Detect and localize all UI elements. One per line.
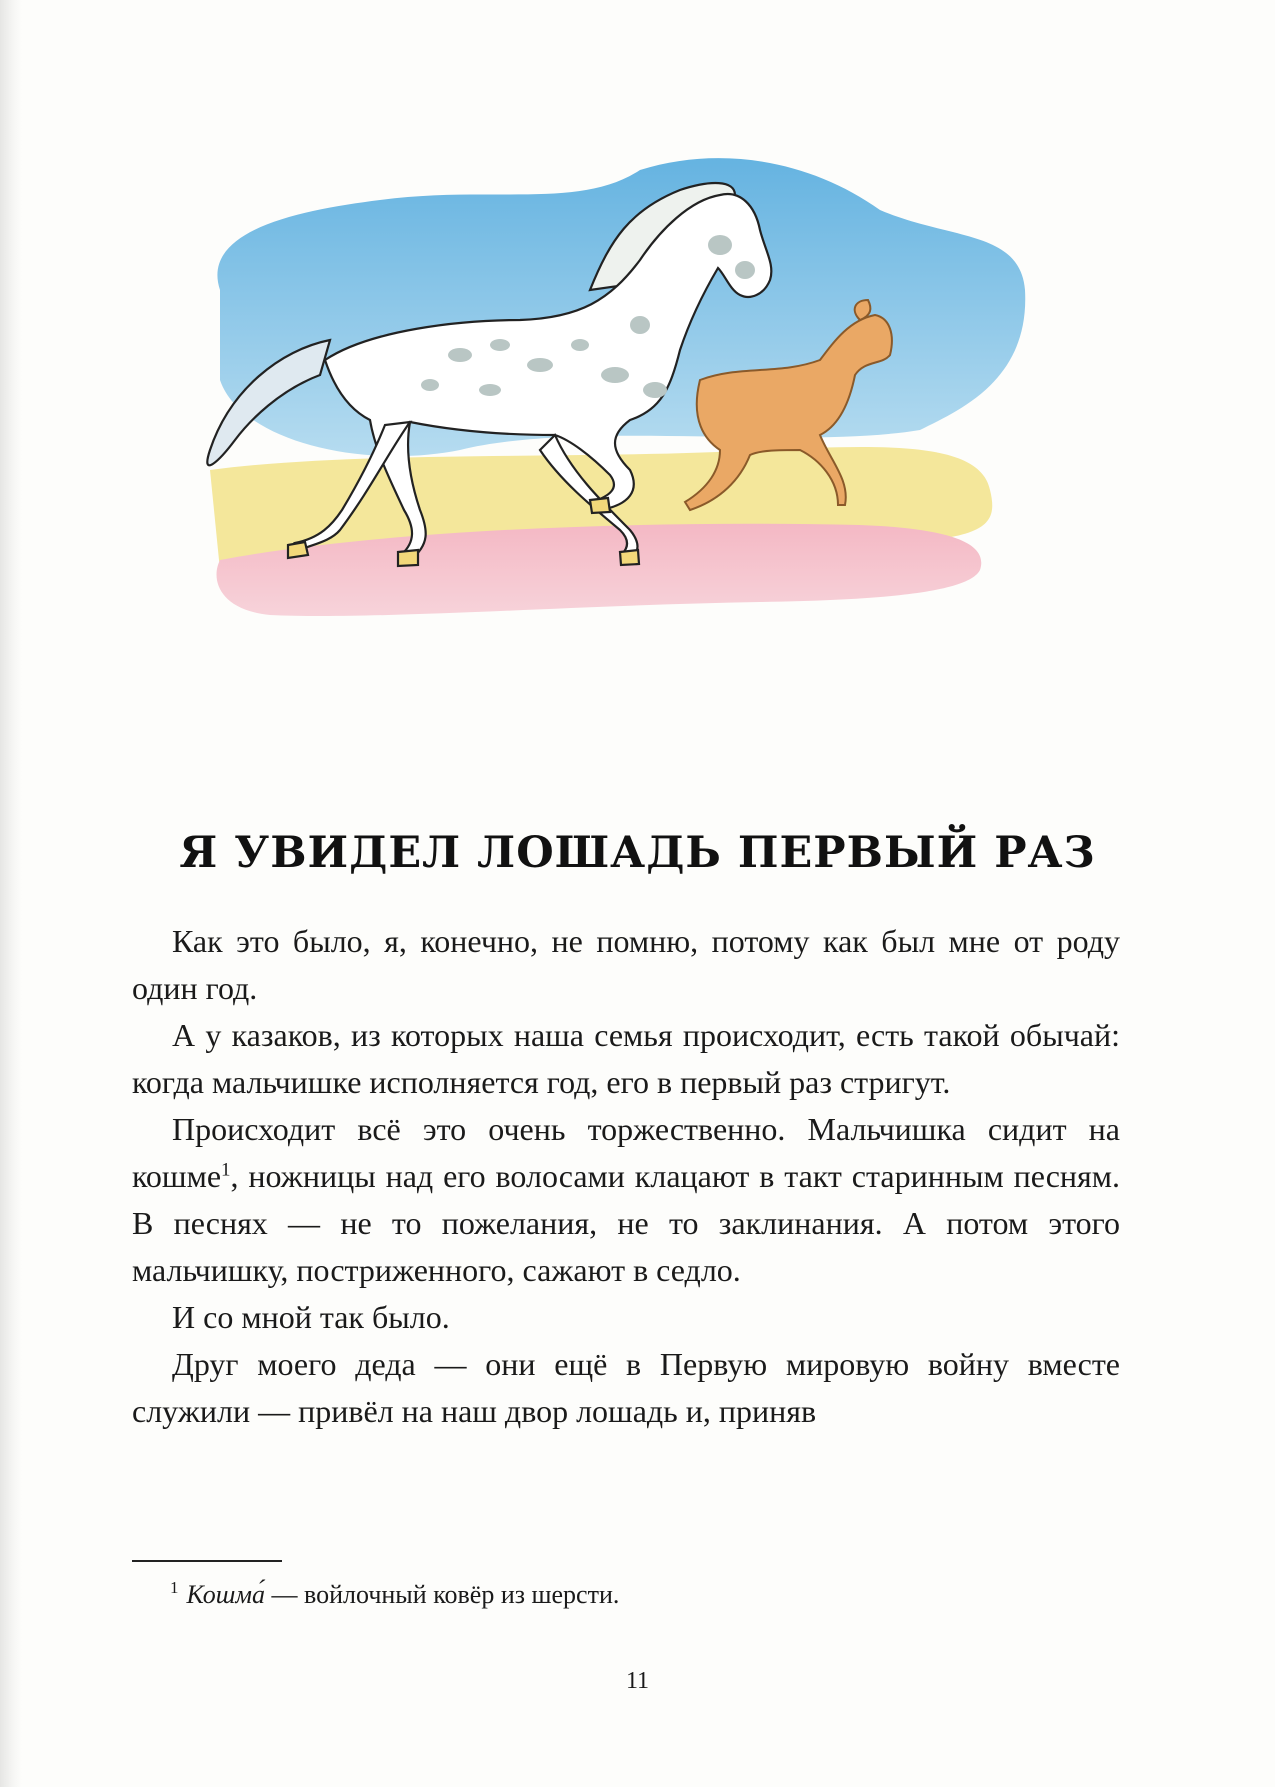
paragraph-4: И со мной так было. — [172, 1299, 450, 1335]
footnote-term: Кошма́ — [186, 1580, 265, 1609]
footnote-number: 1 — [170, 1578, 179, 1598]
footnote-text: — войлочный ковёр из шерсти. — [265, 1580, 620, 1609]
paragraph-3 — [132, 1106, 1120, 1294]
footnote — [170, 1578, 619, 1612]
horses-watercolor-svg — [160, 150, 1030, 710]
body-text — [132, 918, 1120, 1435]
footnote-divider — [132, 1560, 282, 1562]
footnote-reference: 1 — [221, 1159, 231, 1181]
paragraph-2: А у казаков, из которых наша семья происходит, есть такой обычай: когда мальчишке исполняется год, его в первый раз стригут. — [132, 1017, 1120, 1100]
chapter-title: Я УВИДЕЛ ЛОШАДЬ ПЕРВЫЙ РАЗ — [179, 828, 1096, 878]
two-horses-illustration — [160, 150, 1030, 710]
paragraph-3-end: , ножницы над его волосами клацают в такт старинным песням. В песнях — не то пожелания, не то заклинания. А потом этого мальчишку, постриженного, сажают в седло. — [132, 1158, 1120, 1288]
page-number: 11 — [625, 1668, 650, 1694]
paragraph-3-start: Происходит всё это очень торжественно. Мальчишка сидит на кошме — [132, 1111, 1120, 1194]
paragraph-1: Как это было, я, конечно, не помню, потому как был мне от роду один год. — [132, 923, 1120, 1006]
paragraph-5: Друг моего деда — они ещё в Первую мировую войну вместе служили — привёл на наш двор лошадь и, приняв — [132, 1346, 1120, 1429]
page-gutter-shadow — [0, 0, 22, 1787]
